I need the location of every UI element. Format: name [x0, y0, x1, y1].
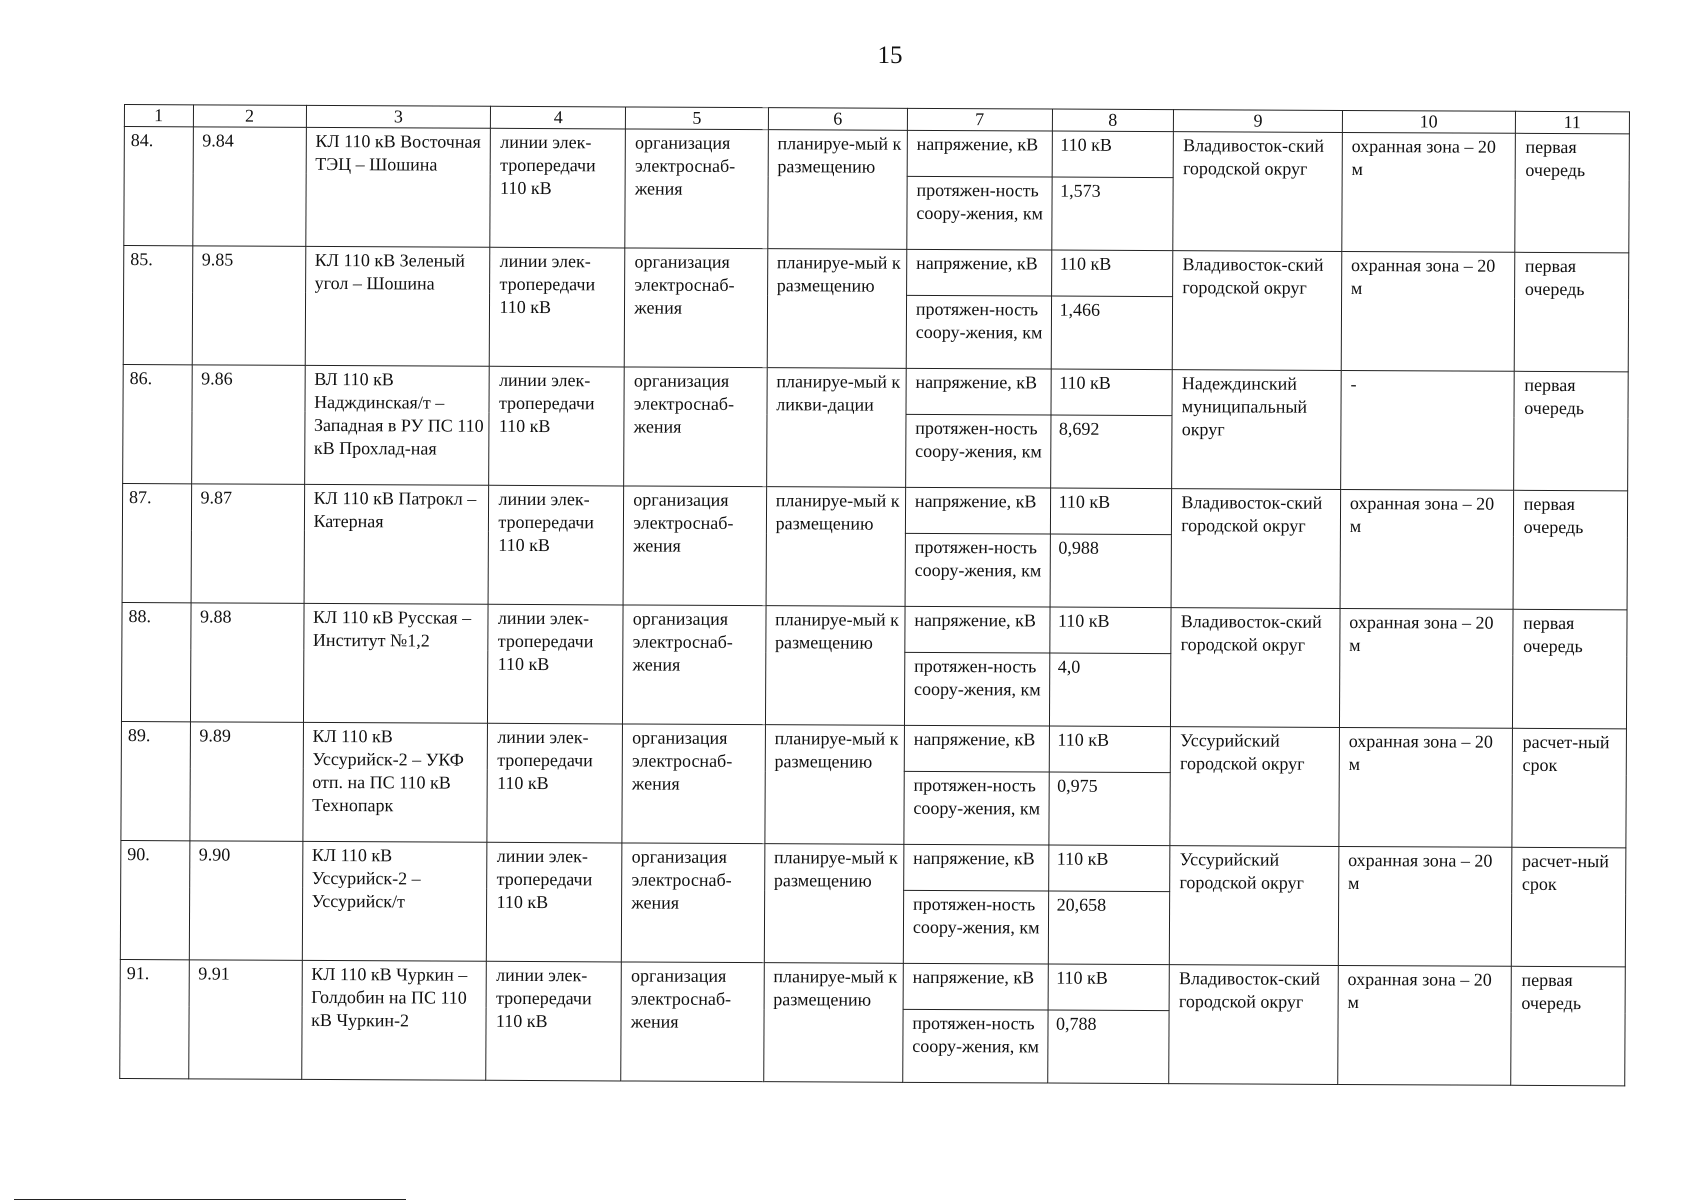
- object-code: 9.87: [191, 484, 305, 604]
- value-length: 1,573: [1051, 177, 1173, 251]
- object-purpose: организация электроснаб-жения: [625, 129, 768, 249]
- object-location: Владивосток-ский городской округ: [1169, 965, 1338, 1085]
- table-row: [124, 127, 1629, 180]
- param-voltage: напряжение, кВ: [904, 725, 1049, 772]
- object-term: расчет-ный срок: [1512, 728, 1627, 848]
- objects-table: [119, 104, 1630, 1086]
- object-zone: охранная зона – 20 м: [1339, 727, 1512, 847]
- row-number: 86.: [123, 364, 192, 483]
- value-length: 1,466: [1051, 296, 1173, 370]
- param-voltage: напряжение, кВ: [903, 963, 1048, 1010]
- object-term: первая очередь: [1513, 371, 1628, 491]
- param-voltage: напряжение, кВ: [904, 844, 1049, 891]
- object-name: КЛ 110 кВ Русская – Институт №1,2: [303, 603, 488, 723]
- header-cell: 8: [1052, 109, 1174, 132]
- object-kind: линии элек-тропередачи 110 кВ: [490, 128, 625, 248]
- param-length: протяжен-ность соору-жения, км: [903, 1009, 1048, 1083]
- value-voltage: 110 кВ: [1049, 726, 1171, 773]
- value-length: 0,988: [1050, 534, 1172, 608]
- param-length: протяжен-ность соору-жения, км: [903, 890, 1048, 964]
- object-status: планируе-мый к размещению: [765, 606, 905, 726]
- object-term: расчет-ный срок: [1511, 847, 1626, 967]
- object-purpose: организация электроснаб-жения: [624, 248, 767, 368]
- param-length: протяжен-ность соору-жения, км: [906, 414, 1051, 488]
- object-term: первая очередь: [1514, 252, 1629, 372]
- param-voltage: напряжение, кВ: [905, 606, 1050, 653]
- value-voltage: 110 кВ: [1048, 964, 1170, 1011]
- param-voltage: напряжение, кВ: [906, 249, 1051, 296]
- object-zone: охранная зона – 20 м: [1339, 608, 1512, 728]
- table-row: [124, 246, 1629, 299]
- object-zone: охранная зона – 20 м: [1341, 251, 1514, 371]
- page-number: 15: [877, 42, 903, 69]
- object-status: планируе-мый к размещению: [765, 725, 905, 845]
- header-cell: 9: [1174, 110, 1343, 133]
- object-location: Уссурийский городской округ: [1170, 727, 1339, 847]
- header-cell: 2: [193, 105, 306, 128]
- object-purpose: организация электроснаб-жения: [622, 843, 765, 963]
- param-length: протяжен-ность соору-жения, км: [904, 652, 1049, 726]
- param-length: протяжен-ность соору-жения, км: [904, 771, 1049, 845]
- value-voltage: 110 кВ: [1049, 607, 1171, 654]
- header-cell: 10: [1342, 110, 1515, 133]
- header-cell: 4: [491, 106, 626, 129]
- object-purpose: организация электроснаб-жения: [623, 486, 766, 606]
- object-status: планируе-мый к размещению: [764, 844, 904, 964]
- object-zone: охранная зона – 20 м: [1338, 846, 1511, 966]
- object-name: КЛ 110 кВ Уссурийск-2 – УКФ отп. на ПС 110 кВ Технопарк: [302, 722, 487, 842]
- object-location: Владивосток-ский городской округ: [1171, 489, 1340, 609]
- param-length: протяжен-ность соору-жения, км: [906, 295, 1051, 369]
- object-kind: линии элек-тропередачи 110 кВ: [490, 247, 625, 367]
- object-code: 9.86: [191, 365, 305, 485]
- param-voltage: напряжение, кВ: [905, 487, 1050, 534]
- object-code: 9.88: [190, 603, 304, 723]
- object-code: 9.90: [189, 841, 303, 961]
- row-number: 88.: [121, 602, 190, 721]
- row-number: 89.: [121, 721, 190, 840]
- object-term: первая очередь: [1512, 609, 1627, 729]
- header-cell: 11: [1515, 111, 1629, 134]
- object-name: ВЛ 110 кВ Надждинская/т – Западная в РУ ПС 110 кВ Прохлад-ная: [304, 365, 489, 485]
- object-code: 9.89: [189, 722, 303, 842]
- object-name: КЛ 110 кВ Восточная ТЭЦ – Шошина: [305, 127, 490, 247]
- object-term: первая очередь: [1513, 490, 1628, 610]
- object-status: планируе-мый к размещению: [763, 963, 903, 1083]
- header-cell: 6: [768, 108, 907, 131]
- value-length: 20,658: [1048, 891, 1170, 965]
- object-kind: линии элек-тропередачи 110 кВ: [489, 366, 624, 486]
- row-number: 90.: [120, 840, 189, 959]
- value-length: 0,788: [1047, 1010, 1169, 1084]
- object-code: 9.84: [192, 127, 306, 247]
- header-cell: 1: [124, 105, 193, 127]
- object-kind: линии элек-тропередачи 110 кВ: [487, 842, 622, 962]
- value-voltage: 110 кВ: [1051, 250, 1173, 297]
- object-kind: линии элек-тропередачи 110 кВ: [488, 485, 623, 605]
- object-location: Надеждинский муниципальный округ: [1172, 370, 1341, 490]
- object-name: КЛ 110 кВ Чуркин – Голдобин на ПС 110 кВ Чуркин-2: [301, 960, 486, 1080]
- object-kind: линии элек-тропередачи 110 кВ: [487, 723, 622, 843]
- row-number: 91.: [120, 959, 189, 1078]
- value-voltage: 110 кВ: [1052, 131, 1174, 178]
- table-row: [121, 840, 1626, 893]
- object-location: Владивосток-ский городской округ: [1171, 608, 1340, 728]
- object-zone: -: [1340, 370, 1513, 490]
- value-length: 8,692: [1050, 415, 1172, 489]
- object-status: планируе-мый к размещению: [768, 130, 908, 250]
- object-purpose: организация электроснаб-жения: [622, 724, 765, 844]
- object-status: планируе-мый к размещению: [766, 487, 906, 607]
- object-purpose: организация электроснаб-жения: [624, 367, 767, 487]
- object-term: первая очередь: [1515, 133, 1630, 253]
- table-row: [121, 721, 1626, 774]
- object-code: 9.91: [188, 960, 302, 1080]
- table-row: [123, 364, 1628, 417]
- table-row: [122, 483, 1627, 536]
- table-container: [119, 104, 1630, 1086]
- object-kind: линии элек-тропередачи 110 кВ: [486, 961, 621, 1081]
- object-zone: охранная зона – 20 м: [1342, 132, 1515, 252]
- value-length: 0,975: [1048, 772, 1170, 846]
- value-voltage: 110 кВ: [1050, 488, 1172, 535]
- object-term: первая очередь: [1510, 966, 1625, 1086]
- param-length: протяжен-ность соору-жения, км: [907, 176, 1052, 250]
- header-cell: 5: [626, 107, 769, 130]
- object-status: планируе-мый к ликви-дации: [766, 368, 906, 488]
- header-cell: 3: [306, 105, 491, 128]
- object-name: КЛ 110 кВ Зеленый угол – Шошина: [305, 246, 490, 366]
- object-status: планируе-мый к размещению: [767, 249, 907, 369]
- object-location: Владивосток-ский городской округ: [1173, 132, 1342, 252]
- param-voltage: напряжение, кВ: [906, 368, 1051, 415]
- object-location: Владивосток-ский городской округ: [1173, 251, 1342, 371]
- object-location: Уссурийский городской округ: [1170, 846, 1339, 966]
- row-number: 85.: [123, 246, 192, 365]
- object-zone: охранная зона – 20 м: [1338, 965, 1511, 1085]
- value-voltage: 110 кВ: [1051, 369, 1173, 416]
- object-code: 9.85: [192, 246, 306, 366]
- value-length: 4,0: [1049, 653, 1171, 727]
- object-kind: линии элек-тропередачи 110 кВ: [488, 604, 623, 724]
- object-name: КЛ 110 кВ Патрокл – Катерная: [304, 484, 489, 604]
- row-number: 87.: [122, 483, 191, 602]
- table-row: [122, 602, 1627, 655]
- object-zone: охранная зона – 20 м: [1340, 489, 1513, 609]
- object-purpose: организация электроснаб-жения: [621, 962, 764, 1082]
- object-purpose: организация электроснаб-жения: [623, 605, 766, 725]
- param-voltage: напряжение, кВ: [907, 130, 1052, 177]
- param-length: протяжен-ность соору-жения, км: [905, 533, 1050, 607]
- value-voltage: 110 кВ: [1048, 845, 1170, 892]
- row-number: 84.: [124, 127, 193, 246]
- header-cell: 7: [907, 108, 1052, 131]
- object-name: КЛ 110 кВ Уссурийск-2 – Уссурийск/т: [302, 841, 487, 961]
- table-row: [120, 959, 1625, 1012]
